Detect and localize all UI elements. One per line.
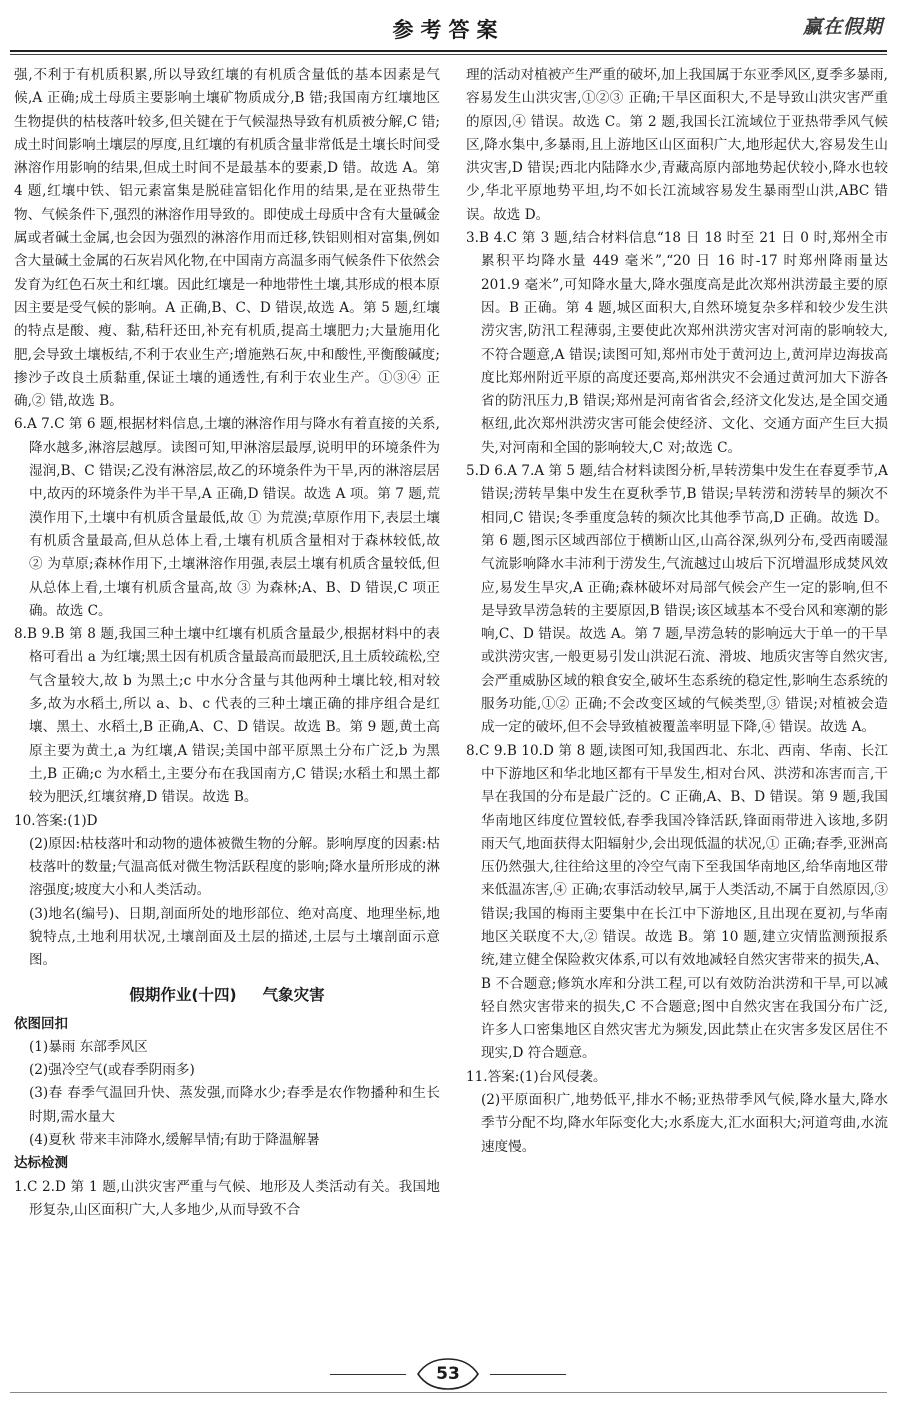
- section-title-main: 假期作业(十四): [129, 985, 237, 1004]
- section-title: [14, 982, 440, 1008]
- answer-1-2: 1.C 2.D 第 1 题,山洪灾害严重与气候、地形及人类活动有关。我国地形复杂,山区面积广大,人多地少,从而导致不合: [14, 1178, 440, 1218]
- page-header: [0, 0, 897, 56]
- header-title: 参考答案: [392, 18, 505, 42]
- test-heading: 达标检测: [14, 1155, 68, 1172]
- review-item: (3)春 春季气温回升快、蒸发强,而降水少;春季是农作物播种和生长时期,需水量大: [28, 1085, 440, 1125]
- answer-8-10: 8.C 9.B 10.D 第 8 题,读图可知,我国西北、东北、西南、华南、长江中下游地区和华北地区都有干旱发生,相对台风、洪涝和冻害而言,干旱在我国的分布是最广泛的。C 正确,A、B、D 错误。第 9 题,我国华南地区纬度位置较低,春季我国冷锋活跃,锋面雨带进入该地,多阴雨天气,地面获得太阳辐射少,会出现低温的状况,① 正确;春季,亚洲高压仍然强大,往往给这里的冷空气南下至我国华南地区,给华南地区带来低温冻害,④ 正确;农事活动较早,属于人类活动,不属于自然原因,③ 错误;我国的梅雨主要集中在长江中下游地区,且出现在夏初,与华南地区关联度不大,② 错误。故选 B。第 10 题,建立灾情监测预报系统,建立健全保险救灾体系,可以有效地减轻自然灾害带来的损失,A、B 不合题意;修筑水库和分洪工程,可以有效防治洪涝和干旱,可以减轻自然灾害带来的损失,C 不合题意;图中自然灾害在我国分布广泛,许多人口密集地区自然灾害尤为频发,因此禁止在灾害多发区居住不现实,D 符合题意。: [466, 742, 888, 1062]
- brand-logo: 赢在假期: [802, 16, 883, 38]
- review-item: (1)暴雨 东部季风区: [28, 1038, 148, 1055]
- answer-5-7: 5.D 6.A 7.A 第 5 题,结合材料读图分析,旱转涝集中发生在春夏季节,A 错误;涝转旱集中发生在夏秋季节,B 错误;旱转涝和涝转旱的频次不相同,C 错误;冬季重度急转的频次比其他季节高,D 正确。故选 D。第 6 题,图示区域西部位于横断山区,山高谷深,纵列分布,受西南暖湿气流影响降水丰沛利于涝发生,气流越过山坡后下沉增温形成焚风效应,易发生旱灾,A 正确;森林破坏对局部气候会产生一定的影响,但不是导致旱涝急转的主要原因,B 错误;该区域基本不受台风和寒潮的影响,C、D 错误。故选 A。第 7 题,旱涝急转的影响远大于单一的干旱或洪涝灾害,一般更易引发山洪泥石流、滑坡、地质灾害等自然灾害,会严重威胁区域的粮食安全,破坏生态系统的稳定性,影响生态系统的服务功能,①② 正确;不会改变区域的气候类型,③ 错误;对植被会造成一定的破坏,但不会导致植被覆盖率明显下降,④ 错误。故选 A。: [466, 463, 888, 736]
- answer-10-lead: 10.答案:(1)D: [14, 812, 98, 829]
- answer-8-9: 8.B 9.B 第 8 题,我国三种土壤中红壤有机质含量最少,根据材料中的表格可看出 a 为红壤;黑土因有机质含量最高而最肥沃,且土质较疏松,空气含量较大,故 b 为黑土;c 中水分含量与其他两种土壤比较,相对较多,故为水稻土,所以 a、b、c 代表的三种土壤正确的排序组合是红壤、黑土、水稻土,B 正确,A、C、D 错误。故选 B。第 9 题,黄土高原主要为黄土,a 为红壤,A 错误;美国中部平原黑土分布广泛,b 为黑土,B 正确;c 为水稻土,主要分布在我国南方,C 错误;水稻土和黑土都较为肥沃,红壤贫瘠,D 错误。故选 B。: [14, 626, 440, 806]
- answer-11-part2: (2)平原面积广,地势低平,排水不畅;亚热带季风气候,降水量大,降水季节分配不均,降水年际变化大;水系庞大,汇水面积大;河道弯曲,水流速度慢。: [480, 1092, 888, 1155]
- right-column: [466, 64, 888, 1159]
- answer-10-part3: (3)地名(编号)、日期,剖面所处的地形部位、绝对高度、地理坐标,地貌特点,土地利用状况,土壤剖面及土层的描述,土层与土壤剖面示意图。: [28, 905, 440, 969]
- answer-paragraph: 理的活动对植被产生严重的破坏,加上我国属于东亚季风区,夏季多暴雨,容易发生山洪灾害,①②③ 正确;干旱区面积大,不是导致山洪灾害严重的原因,④ 错误。故选 C。第 2 题,我国长江流域位于亚热带季风气候区,降水集中,多暴雨,且上游地区山区面积广大,地形起伏大,容易发生山洪灾害,D 错误;西北内陆降水少,青藏高原内部地势起伏较小,降水也较少,华北平原地势平坦,均不如长江流域容易发生暴雨型山洪,ABC 错误。故选 D。: [466, 67, 888, 223]
- review-heading: 依图回扣: [14, 1015, 68, 1032]
- header-rule-thin: [10, 54, 887, 55]
- answer-11-lead: 11.答案:(1)台风侵袭。: [466, 1068, 607, 1085]
- bottom-rule: [10, 1392, 887, 1393]
- answer-10-part2: (2)原因:枯枝落叶和动物的遗体被微生物的分解。影响厚度的因素:枯枝落叶的数量;气温高低对微生物活跃程度的影响;降水量所形成的淋溶强度;坡度大小和人类活动。: [28, 835, 440, 899]
- review-item: (4)夏秋 带来丰沛降水,缓解旱情;有助于降温解暑: [28, 1132, 320, 1149]
- answer-3-4: 3.B 4.C 第 3 题,结合材料信息“18 日 18 时至 21 日 0 时,郑州全市累积平均降水量 449 毫米”,“20 日 16 时-17 时郑州降雨量达 201.9 毫米”,可知降水量大,降水强度高是此次郑州洪涝最主要的原因。B 正确。第 4 题,城区面积大,自然环境复杂多样和较少发生洪涝灾害,防汛工程薄弱,主要使此次郑州洪涝灾害对河南的影响较大,不符合题意,A 错误;读图可知,郑州市处于黄河边上,黄河岸边海拔高度比郑州附近平原的高度还要高,郑州洪灾不会通过黄河加大下游各省的防汛压力,B 错误;郑州是河南省省会,经济文化发达,是全国交通枢纽,此次郑州洪涝灾害可能会使经济、文化、交通方面产生巨大损失,对河南和全国的影响较大,C 对;故选 C。: [466, 230, 888, 456]
- footer-rule-left: [330, 1374, 406, 1375]
- answer-paragraph: 强,不利于有机质积累,所以导致红壤的有机质含量低的基本因素是气候,A 正确;成土母质主要影响土壤矿物质成分,B 错;我国南方红壤地区生物提供的枯枝落叶较多,但关键在于气候湿热导致有机质被分解,C 错;成土时间影响土壤层的厚度,且红壤的有机质含量非常低是土壤长时间受淋溶作用影响的结果,但成土时间不是最基本的要素,D 错。故选 A。第 4 题,红壤中铁、铝元素富集是脱硅富铝化作用的结果,是在亚热带生物、气候条件下,强烈的淋溶作用导致的。即使成土母质中含有大量碱金属或者碱土金属,也会因为强烈的淋溶作用而迁移,铁铝则相对富集,例如含大量碱土金属的石灰岩风化物,在中国南方高温多雨气候条件下依然会发育为红色石灰土和红壤。因此红壤是一种地带性土壤,其形成的根本原因主要是受气候的影响。A 正确,B、C、D 错误,故选 A。第 5 题,红壤的特点是酸、瘦、黏,秸秆还田,补充有机质,提高土壤肥力;大量施用化肥,会导致土壤板结,不利于农业生产;增施熟石灰,中和酸性,平衡酸碱度;掺沙子改良土质黏重,保证土壤的通透性,有利于农业生产。①③④ 正确,② 错,故选 B。: [14, 67, 440, 410]
- page-number: [414, 1356, 482, 1392]
- left-column: [14, 64, 440, 1222]
- review-item: (2)强冷空气(或春季阴雨多): [28, 1062, 195, 1079]
- footer-rule-right: [490, 1374, 566, 1375]
- header-rule: [10, 50, 887, 52]
- page-number-text: 53: [436, 1364, 460, 1384]
- section-title-topic: 气象灾害: [262, 985, 325, 1004]
- answer-6-7: 6.A 7.C 第 6 题,根据材料信息,土壤的淋溶作用与降水有着直接的关系,降水越多,淋溶层越厚。读图可知,甲淋溶层最厚,说明甲的环境条件为湿润,B、C 错误;乙没有淋溶层,故乙的环境条件为干旱,丙的淋溶层居中,故丙的环境条件为半干旱,A 正确,D 错误。故选 A 项。第 7 题,荒漠作用下,土壤中有机质含量最低,故 ① 为荒漠;草原作用下,表层土壤有机质含量最高,但从总体上看,土壤有机质含量相对于森林较低,故 ② 为草原;森林作用下,土壤淋溶作用强,表层土壤有机质含量较低,但从总体上看,土壤有机质含量高,故 ③ 为森林;A、B、D 错误,C 项正确。故选 C。: [14, 416, 440, 619]
